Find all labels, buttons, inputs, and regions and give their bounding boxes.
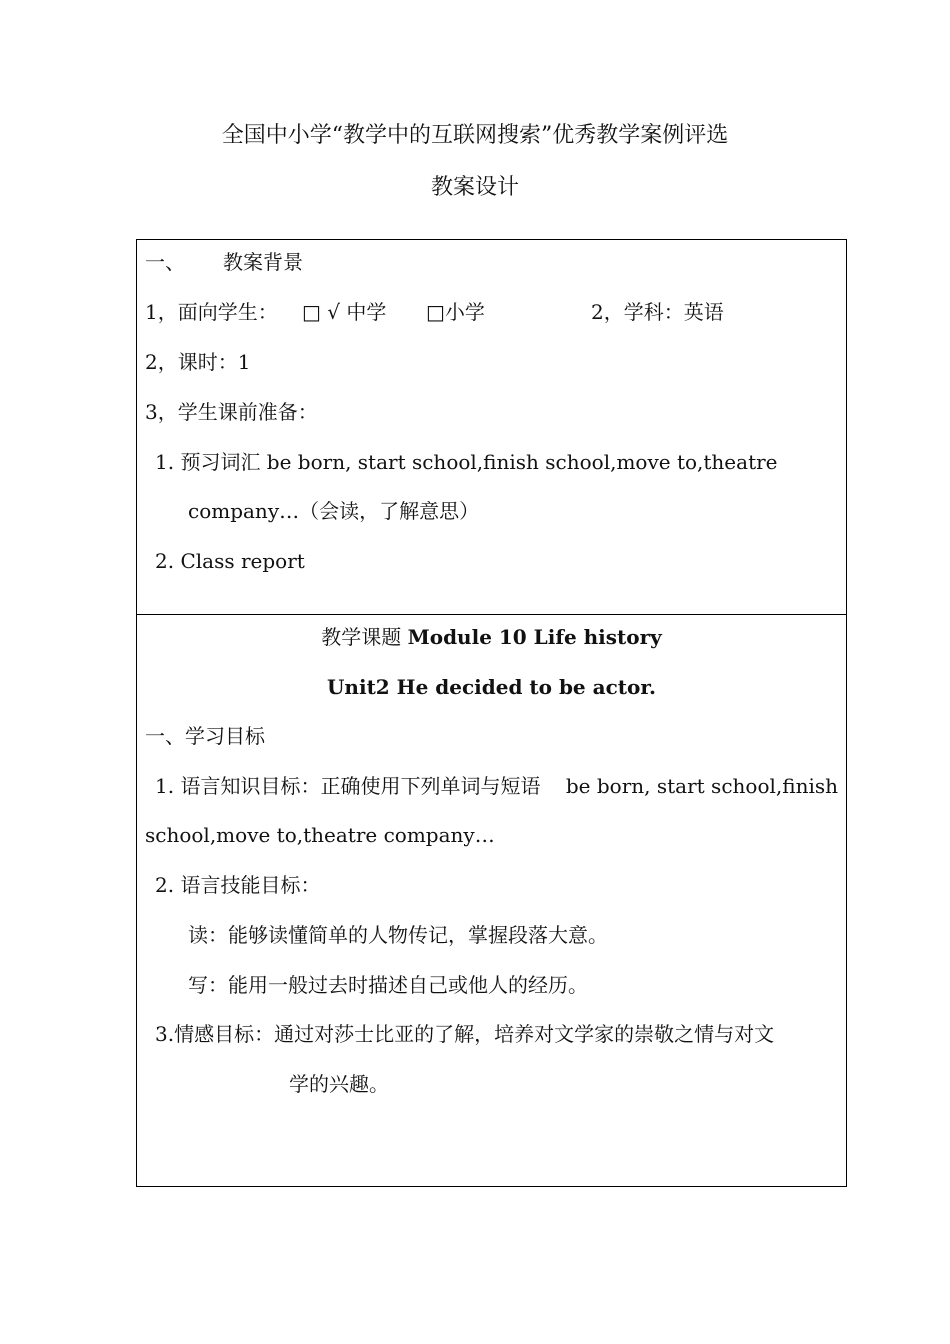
class-hours: 2，课时：1 <box>145 350 251 374</box>
lesson-topic-module: Module 10 Life history <box>407 625 662 649</box>
section1-heading-number: 一、 <box>145 250 185 274</box>
goal-1-words: be born, start school,finish <box>565 774 838 798</box>
lesson-topic <box>137 624 846 650</box>
student-preparation: 3，学生课前准备： <box>145 400 318 424</box>
goal-1-label: 1. 语言知识目标：正确使用下列单词与短语 <box>155 774 541 798</box>
option-middle-school: □ √ 中学 <box>302 300 387 324</box>
option-primary-school: □小学 <box>426 300 485 324</box>
goal-2-reading: 读：能够读懂简单的人物传记，掌握段落大意。 <box>188 923 608 947</box>
unit-title: Unit2 He decided to be actor. <box>326 675 656 699</box>
goal-3-line-1: 3.情感目标：通过对莎士比亚的了解，培养对文学家的崇敬之情与对文 <box>155 1022 775 1046</box>
subject-label: 2，学科：英语 <box>591 300 724 324</box>
section1-heading <box>145 249 303 275</box>
goal-1-line-2: school,move to,theatre company… <box>145 823 495 847</box>
section1-heading-text: 教案背景 <box>223 250 303 274</box>
document-title: 全国中小学“教学中的互联网搜索”优秀教学案例评选 <box>221 123 729 148</box>
goals-heading: 一、学习目标 <box>145 724 265 748</box>
goal-3-line-2: 学的兴趣。 <box>289 1072 389 1096</box>
goal-2-writing: 写：能用一般过去时描述自己或他人的经历。 <box>188 973 588 997</box>
prep-item-1-line-1: 1. 预习词汇 be born, start school,finish school,move to,theatre <box>155 450 778 474</box>
document-subtitle: 教案设计 <box>430 175 519 200</box>
lesson-plan-table <box>136 239 847 1187</box>
students-label: 1，面向学生： <box>145 300 278 324</box>
lesson-topic-prefix: 教学课题 <box>321 625 402 649</box>
goal-2-heading: 2. 语言技能目标： <box>155 873 321 897</box>
prep-item-2: 2. Class report <box>155 549 305 573</box>
row-divider <box>137 614 846 615</box>
goal-1-line-1 <box>155 773 838 799</box>
prep-item-1-line-2: company…（会读，了解意思） <box>188 499 480 523</box>
